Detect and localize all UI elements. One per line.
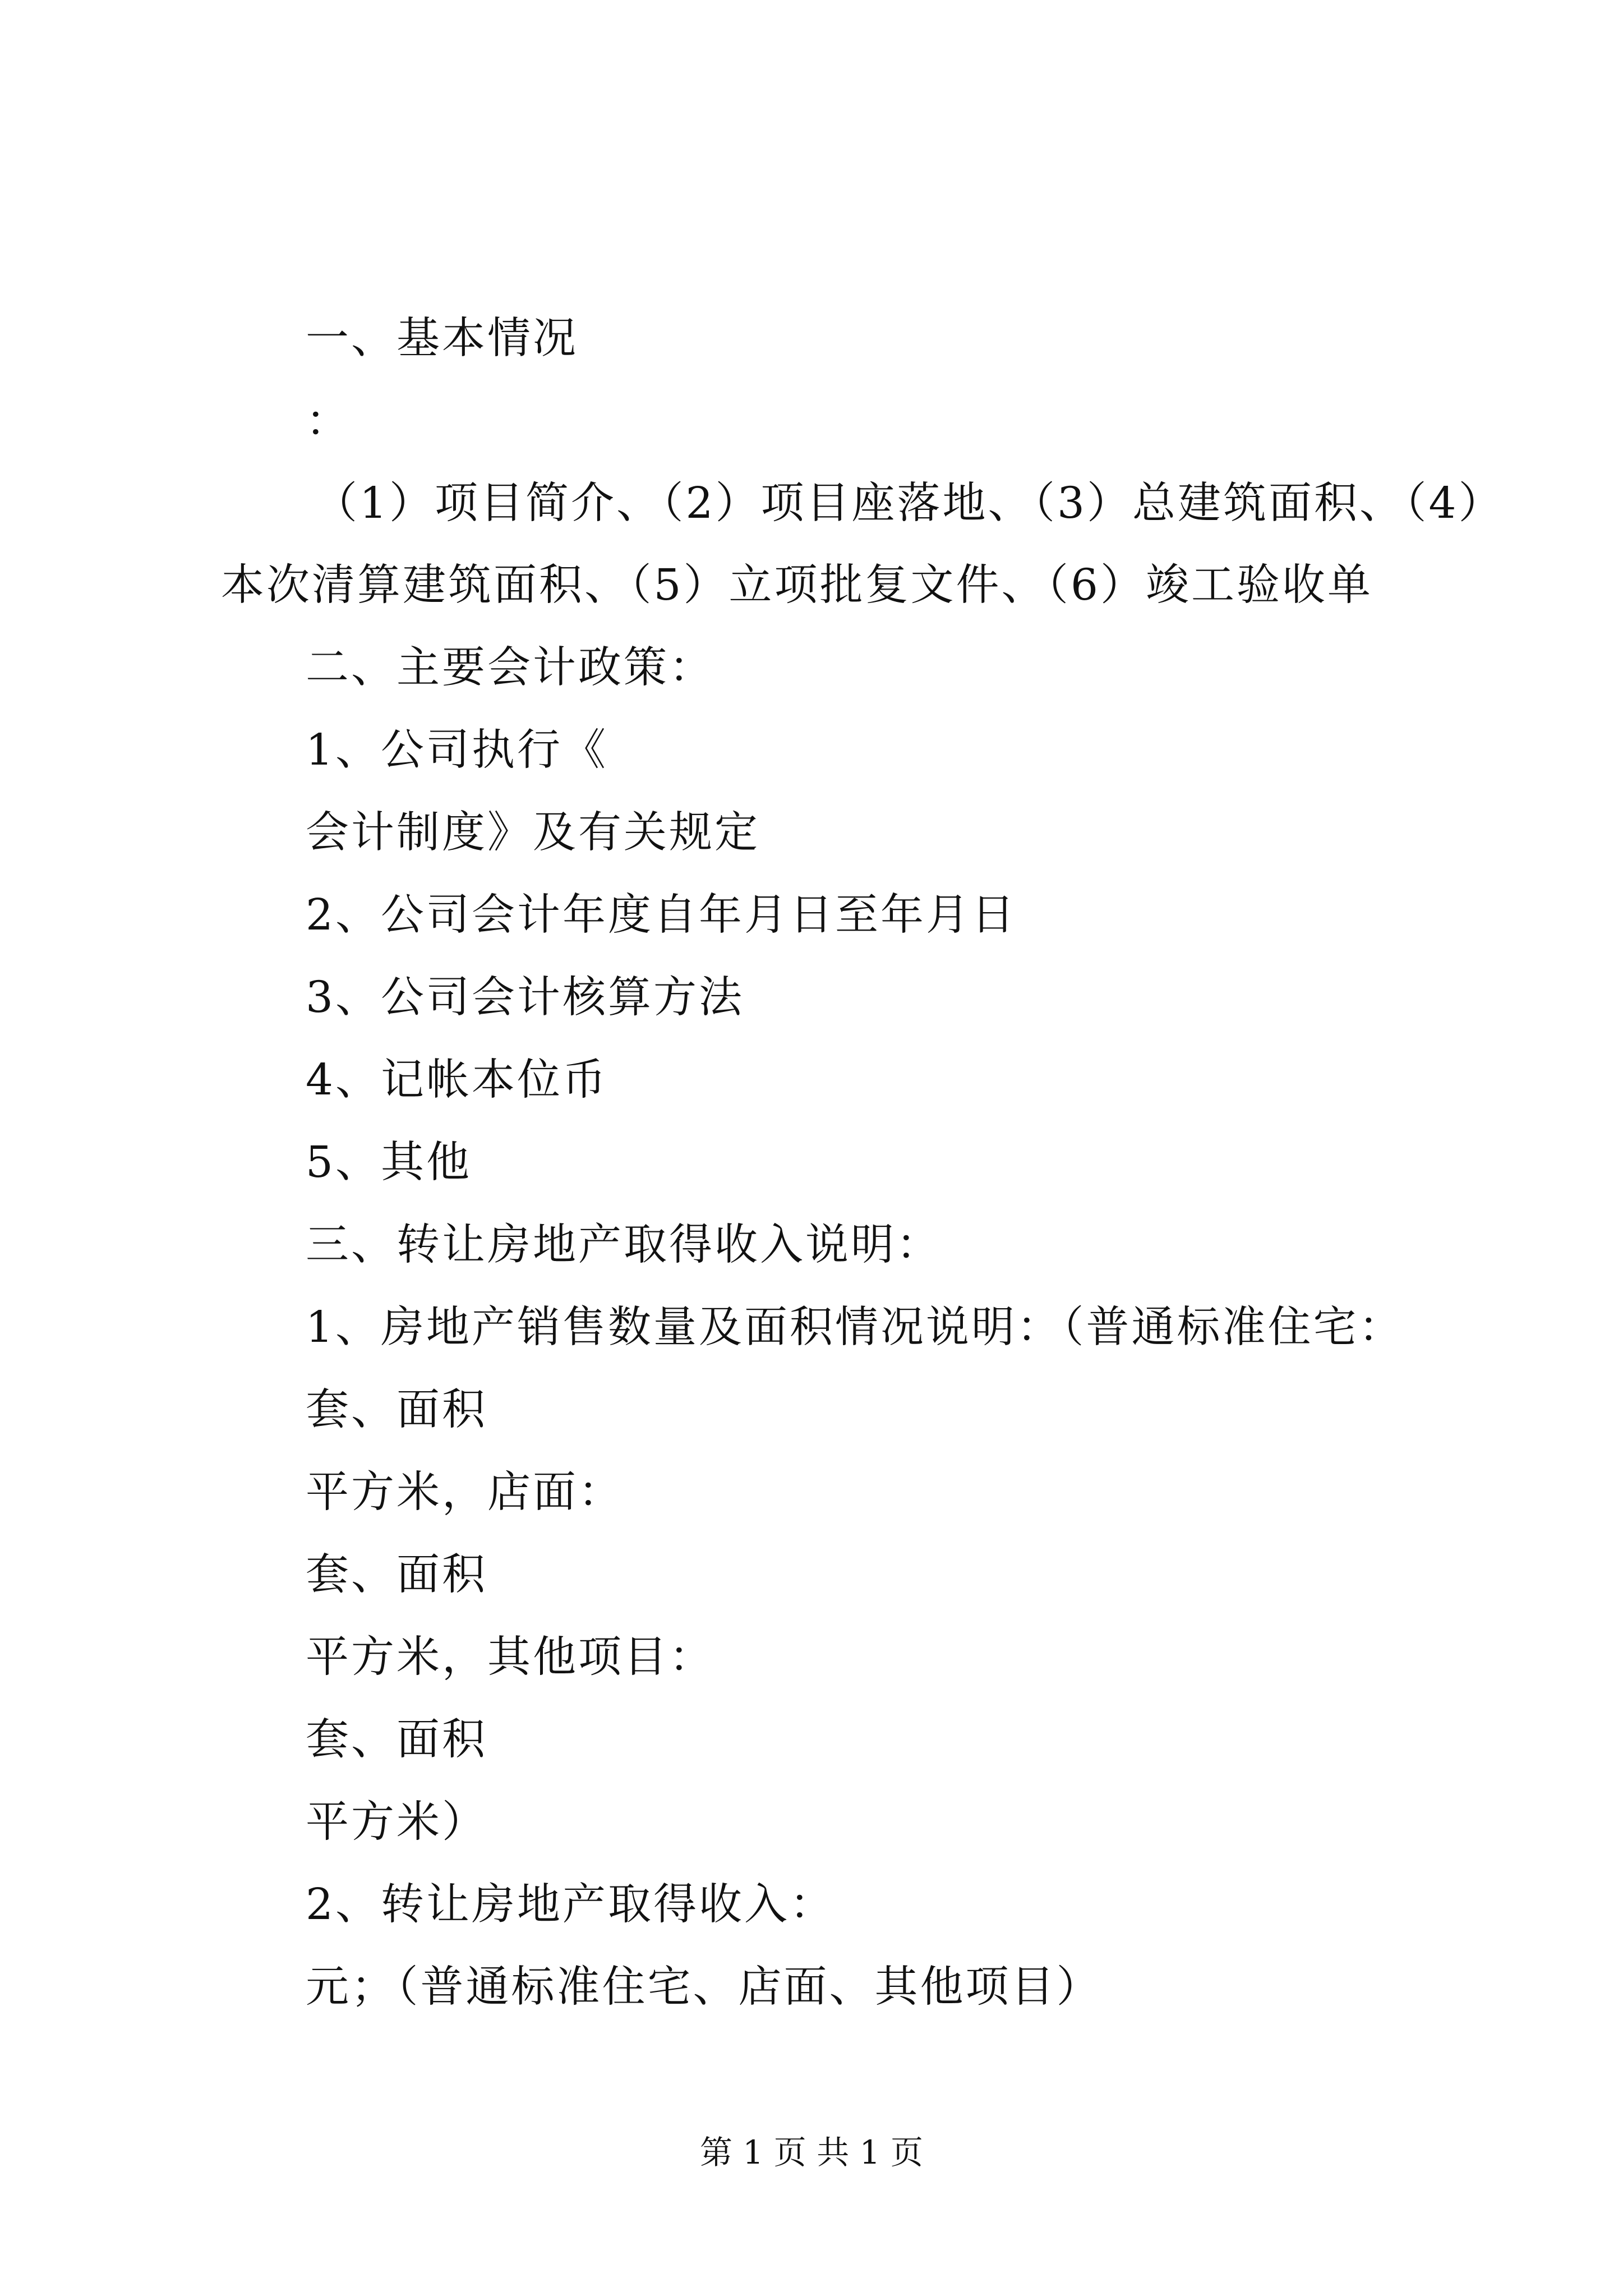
project-items-continuation: 本次清算建筑面积、（5）立项批复文件、（6）竣工验收单 [221,560,1373,610]
residential-area-line: 平方米，店面： [306,1467,624,1517]
page-footer: 第 1 页 共 1 页 [700,2133,923,2171]
shop-area-line: 平方米，其他项目： [306,1632,714,1682]
policy-item-3: 3、公司会计核算方法 [306,973,744,1023]
section-heading-basic-info: 一、基本情况 [306,314,578,364]
revenue-item-1: 1、房地产销售数量及面积情况说明：（普通标准住宅： [306,1303,1404,1352]
revenue-item-2: 2、转让房地产取得收入： [306,1880,835,1930]
section-heading-accounting-policy: 二、主要会计政策： [306,643,714,693]
shop-count-line: 套、面积 [306,1550,487,1600]
other-area-line: 平方米） [306,1797,487,1847]
revenue-amount-line: 元；（普通标准住宅、店面、其他项目） [306,1962,1102,2012]
project-items-line: （1）项目简介、（2）项目座落地、（3）总建筑面积、（4） [314,478,1504,528]
policy-item-2: 2、公司会计年度自年月日至年月日 [306,890,1017,940]
policy-item-4: 4、记帐本位币 [306,1055,608,1105]
colon-line: ： [306,397,351,447]
policy-item-1: 1、公司执行《 [306,725,608,775]
policy-item-5: 5、其他 [306,1138,472,1188]
policy-item-1-continuation: 会计制度》及有关规定 [306,808,760,858]
residential-count-line: 套、面积 [306,1385,487,1435]
section-heading-revenue: 三、转让房地产取得收入说明： [306,1220,942,1270]
other-count-line: 套、面积 [306,1715,487,1765]
